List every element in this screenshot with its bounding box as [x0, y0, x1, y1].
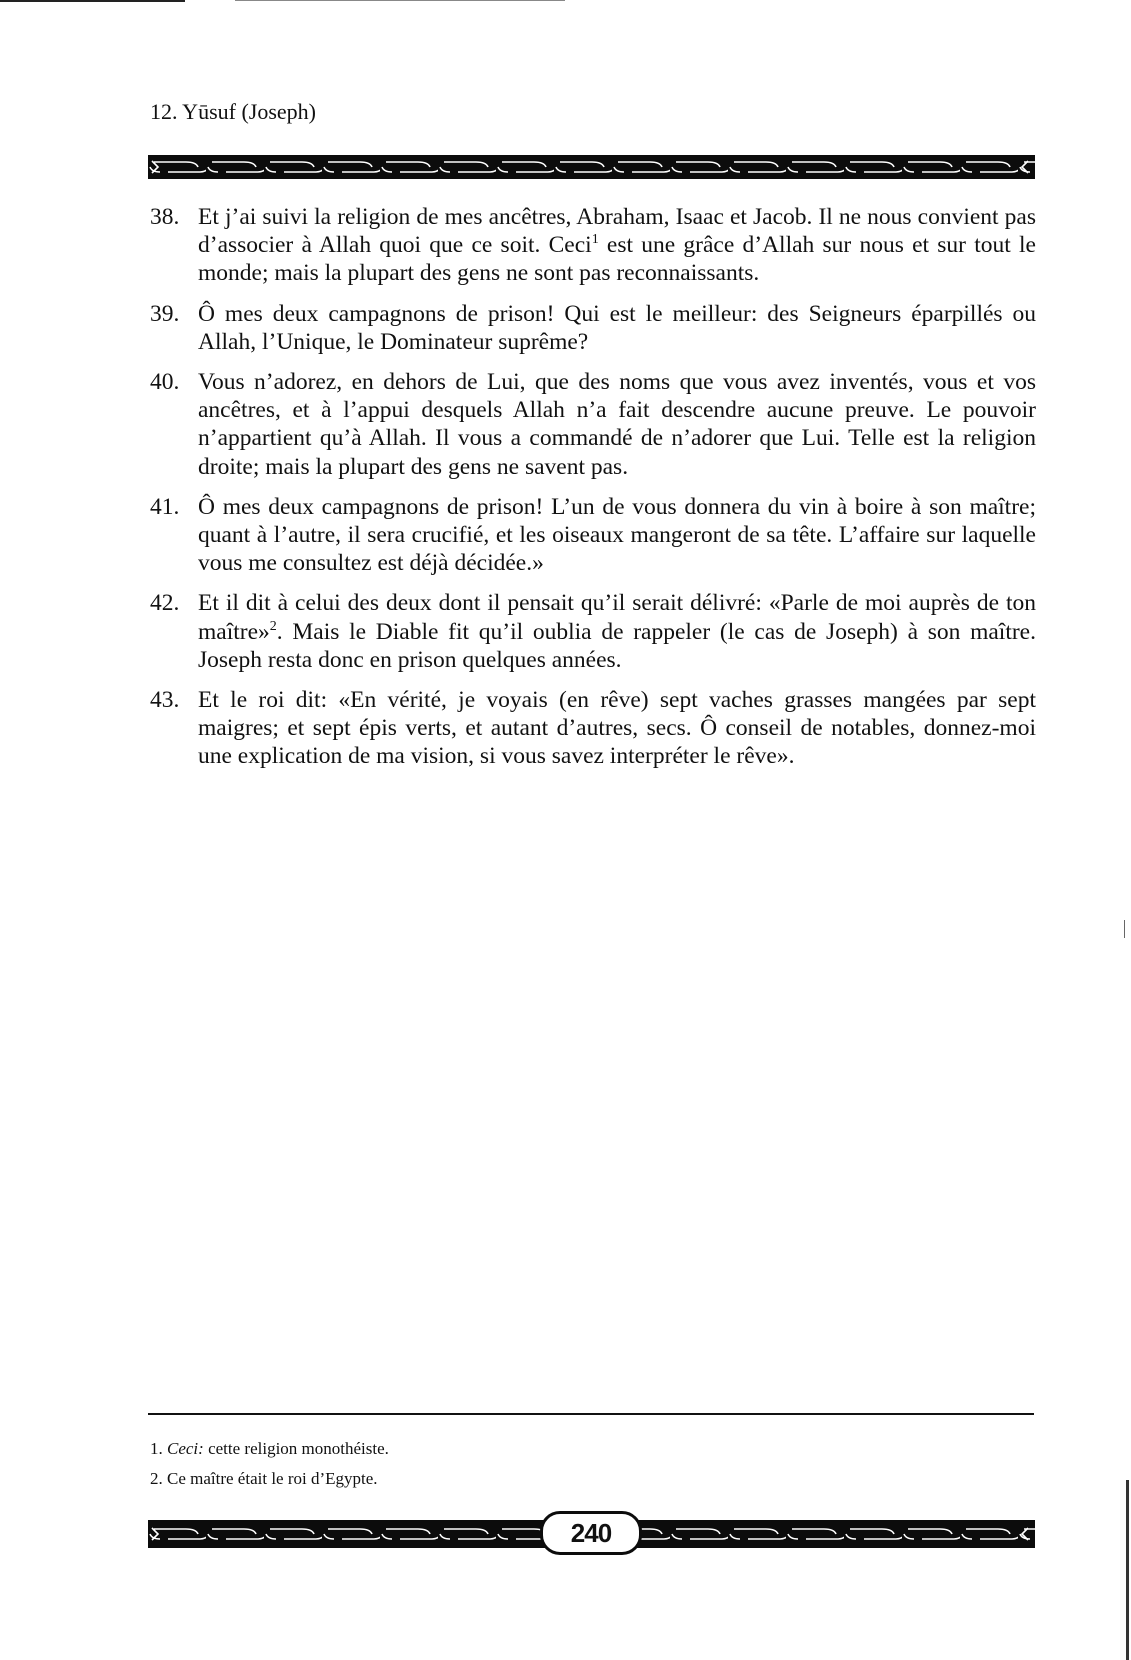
scan-artifact-edge [1126, 1480, 1129, 1660]
verse-39 [150, 300, 1036, 356]
verse-number: 42. [150, 590, 180, 617]
verse-text: est une grâce d’Allah sur nous et sur tout le monde; mais la plupart des gens ne sont pas reconnaissants. [198, 232, 1036, 287]
running-head: 12. Yūsuf (Joseph) [150, 99, 316, 124]
footnote-1 [150, 1434, 1030, 1464]
verse-text: Vous n’adorez, en dehors de Lui, que des noms que vous avez inventés, vous et vos ancêtres, et à l’appui desquels Allah n’a fait descendre aucune preuve. Le pouvoir n’appartient qu’à Allah. Il vous a commandé de n’adorer que Lui. Telle est la religion droite; mais la plupart des gens ne savent pas. [198, 369, 1036, 480]
verse-text: Ô mes deux campagnons de prison! L’un de vous donnera du vin à boire à son maître; quant à l’autre, il sera crucifié, et les oiseaux mangeront de sa tête. L’affaire sur laquelle vous me consultez est déjà décidée.» [198, 493, 1036, 577]
footnote-2 [150, 1464, 1030, 1494]
footnote-text: cette religion monothéiste. [203, 1439, 389, 1458]
decorative-chain-border [148, 155, 1035, 179]
verse-43 [150, 686, 1036, 771]
footnote-reference: 1 [591, 232, 599, 248]
verse-number: 43. [150, 687, 180, 714]
footnote-text: Ce maître était le roi d’Egypte. [167, 1469, 378, 1488]
footnote-marker: 1. [150, 1439, 163, 1458]
verse-number: 38. [150, 204, 180, 230]
footnote-marker: 2. [150, 1469, 163, 1488]
verse-text: Ô mes deux campagnons de prison! Qui est le meilleur: des Seigneurs éparpillés ou Allah, l’Unique, le Dominateur suprême? [198, 300, 1036, 355]
footnote-term: Ceci: [167, 1439, 204, 1458]
footnote-separator [148, 1413, 1034, 1415]
footnotes [150, 1434, 1030, 1494]
scan-artifact-line [235, 0, 565, 1]
verse-text: Et le roi dit: «En vérité, je voyais (en rêve) sept vaches grasses mangées par sept maigres; et sept épis verts, et autant d’autres, secs. Ô conseil de notables, donnez-moi une explication de ma vision, si vous savez interpréter le rêve». [198, 687, 1036, 770]
footnote-reference: 2 [269, 618, 277, 634]
verse-number: 41. [150, 493, 180, 520]
verse-text: . Mais le Diable fit qu’il oublia de rappeler (le cas de Joseph) à son maître. Joseph resta donc en prison quelques années. [198, 618, 1036, 673]
verse-38 [150, 203, 1036, 288]
verse-41 [150, 493, 1036, 578]
verse-40 [150, 368, 1036, 481]
verse-42 [150, 589, 1036, 674]
scan-artifact-mark [1124, 920, 1125, 938]
verse-number: 39. [150, 300, 180, 327]
verse-list [150, 203, 1036, 783]
verse-text: Et il dit à celui des deux dont il pensait qu’il serait délivré: «Parle de moi auprès de ton maître» [198, 590, 1036, 645]
scan-artifact-line [0, 0, 185, 2]
verse-text: Et j’ai suivi la religion de mes ancêtres, Abraham, Isaac et Jacob. Il ne nous convient pas d’associer à Allah quoi que ce soit. Ceci [198, 204, 1036, 259]
verse-number: 40. [150, 369, 180, 396]
page-number: 240 [540, 1511, 642, 1555]
